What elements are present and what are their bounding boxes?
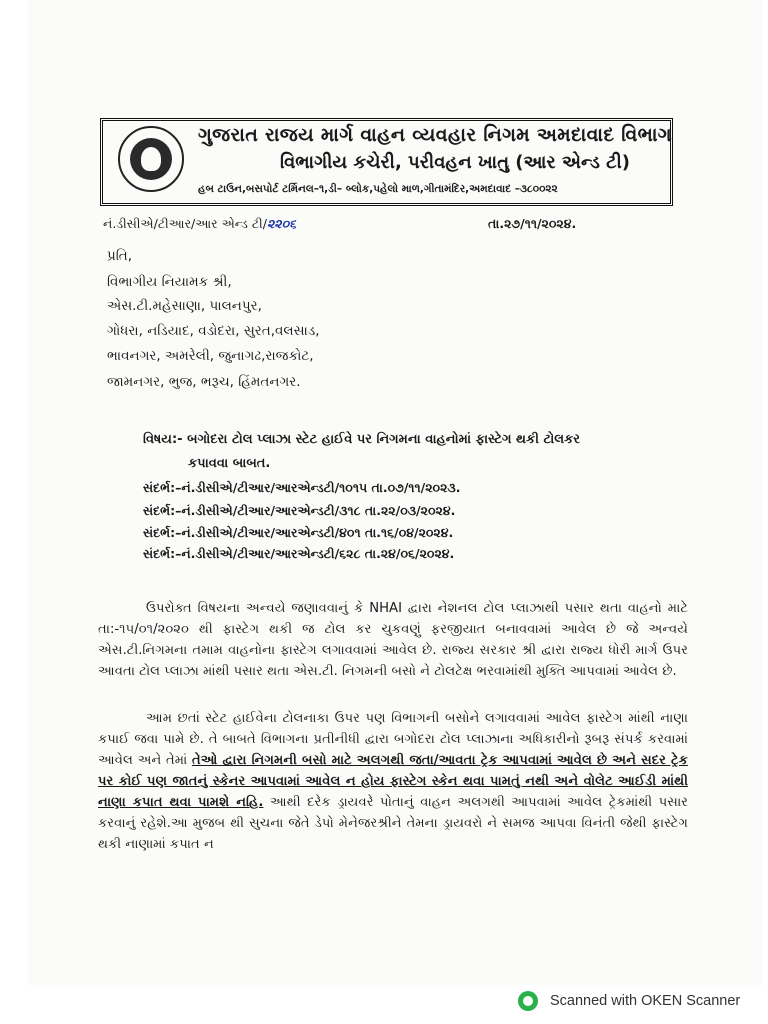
letterhead-office: વિભાગીય કચેરી, પરીવહન ખાતુ (આર એન્ડ ટી) bbox=[280, 152, 630, 173]
subject-line: વિષય:- બગોદરા ટોલ પ્લાઝા સ્ટેટ હાઈવે પર નિગમના વાહનોમાં ફાસ્ટેગ થકી ટોલકર bbox=[143, 432, 580, 447]
reference-item: સંદર્ભ:–નં.ડીસીએ/ટીઆર/આરએન્ડટી/૬૨૮ તા.૨૪/૦૬/૨૦૨૪. bbox=[143, 546, 455, 561]
paragraph-text bbox=[98, 708, 688, 855]
scanner-text: Scanned with OKEN Scanner bbox=[550, 993, 741, 1009]
address-line: પ્રતિ, bbox=[107, 248, 133, 264]
paragraph-text: ઉપરોક્ત વિષયના અન્વયે જણાવવાનું કે NHAI દ્વારા નેશનલ ટોલ પ્લાઝાથી પસાર થતા વાહનો માટે તા:-૧૫/૦૧/૨૦૨૦ થી ફાસ્ટેગ થકી જ ટોલ કર ચુકવણું ફરજીયાત બનાવવામાં આવેલ છે જે અન્વયે એસ.ટી.નિગમના તમામ વાહનોના ફાસ્ટેગ લગાવવામાં આવેલ છે. રાજ્ય સરકાર શ્રી દ્વારા રાજ્ય ધોરી માર્ગ ઉપર આવતા ટોલ પ્લાઝા માંથી પસાર થતા એસ.ટી. નિગમની બસો ને ટોલટેક્ષ ભરવામાંથી મુક્તિ આપવામાં આવેલ છે. bbox=[98, 601, 688, 679]
letterhead-organization: ગુજરાત રાજય માર્ગ વાહન વ્યવહાર નિગમ અમદાવાદ વિભાગ bbox=[198, 124, 672, 146]
underlined-instruction: તેઓ દ્વારા નિગમની બસો માટે અલગથી જતા/આવતા ટ્રેક આપવામાં આવેલ છે અને સદર ટ્રેક પર કોઈ પણ જાતનું સ્કેનર આપવામાં આવેલ ન હોય ફાસ્ટેગ સ્કેન થવા પામતું નથી અને વોલેટ આઈડી માંથી નાણા કપાત થવા પામશે નહિ. bbox=[98, 753, 688, 810]
paragraph-text-start: આમ છતાં સ્ટેટ હાઈવેના ટોલનાકા ઉપર પણ વિભાગની બસોને લગાવવામાં આવેલ ફાસ્ટેગ માંથી નાણા કપાઈ જવા પામે છે. તે બાબતે વિભાગના પ્રતીનીધી દ્વારા બગોદરા ટોલ પ્લાઝાના અધિકારીનો રૂબરૂ સંપર્ક કરવામાં આવેલ અને તેમાં bbox=[98, 711, 688, 768]
letterhead-address: હબ ટાઉન,બસપોર્ટ ટર્મિનલ–૧,ડી– બ્લોક,પહેલો માળ,ગીતામંદિર,અમદાવાદ –૩૮૦૦૨૨ bbox=[198, 183, 558, 195]
scanner-watermark bbox=[518, 990, 740, 1012]
subject-line-continued: કપાવવા બાબત. bbox=[188, 456, 271, 471]
paragraph-text-end: આથી દરેક ડ્રાયવરે પોતાનું વાહન અલગથી આપવામાં આવેલ ટ્રેકમાંથી પસાર કરવાનું રહેશે.આ મુજબ થી સુચના જેતે ડેપો મેનેજરશ્રીને તેમના ડ્રાયવરો ને સમજ આપવા વિનંતી જેથી ફાસ્ટેગ થકી નાણામાં કપાત ન bbox=[98, 795, 688, 852]
address-line: વિભાગીય નિયામક શ્રી, bbox=[107, 274, 232, 290]
oken-scanner-icon bbox=[518, 991, 538, 1011]
address-line: એસ.ટી.મહેસાણા, પાલનપુર, bbox=[107, 298, 262, 314]
letter-date: તા.૨૭/૧૧/૨૦૨૪. bbox=[488, 216, 577, 231]
reference-item: સંદર્ભ:–નં.ડીસીએ/ટીઆર/આરએન્ડટી/૪૦૧ તા.૧૬/૦૪/૨૦૨૪. bbox=[143, 525, 454, 540]
gsrtc-logo-icon bbox=[118, 126, 184, 192]
reference-handwritten-number: ૨૨૦૬ bbox=[266, 216, 297, 231]
address-line: ગોધરા, નડિયાદ, વડોદરા, સુરત,વલસાડ, bbox=[107, 323, 320, 339]
reference-item: સંદર્ભ:–નં.ડીસીએ/ટીઆર/આરએન્ડટી/૧૦૧૫ તા.૦૭/૧૧/૨૦૨૩. bbox=[143, 480, 461, 495]
body-paragraph-1 bbox=[98, 598, 688, 682]
reference-number bbox=[103, 216, 296, 232]
address-line: ભાવનગર, અમરેલી, જુનાગઢ,રાજકોટ, bbox=[107, 348, 314, 364]
address-line: જામનગર, ભુજ, ભરૂચ, હિંમતનગર. bbox=[107, 374, 301, 390]
body-paragraph-2 bbox=[98, 708, 688, 855]
reference-prefix: નં.ડીસીએ/ટીઆર/આર એન્ડ ટી/ bbox=[103, 216, 267, 231]
reference-item: સંદર્ભ:–નં.ડીસીએ/ટીઆર/આરએન્ડટી/૩૧૮ તા.૨૨/૦૩/૨૦૨૪. bbox=[143, 503, 456, 518]
